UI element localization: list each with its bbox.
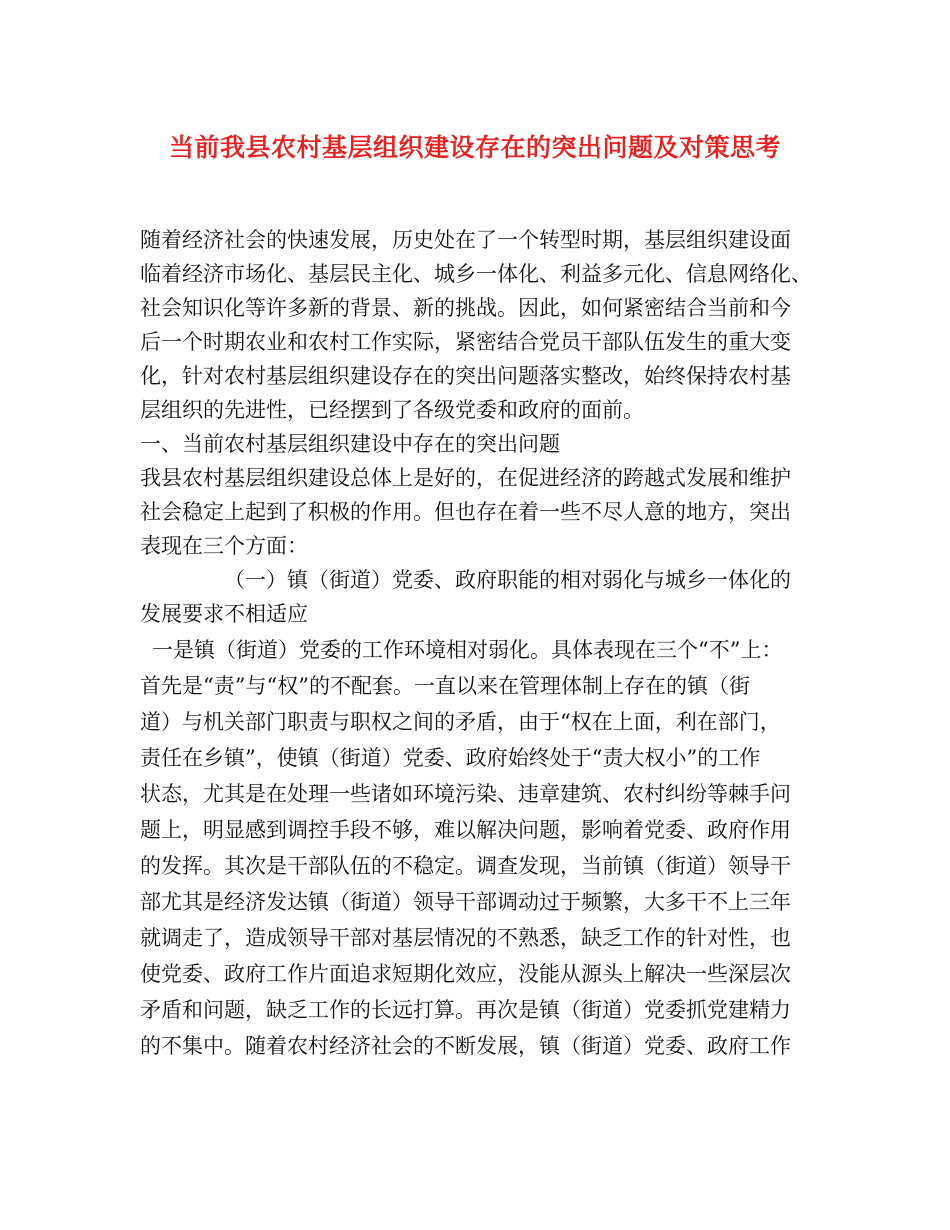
body-line: 临着经济市场化、基层民主化、城乡一体化、利益多元化、信息网络化、 (140, 262, 812, 286)
body-line: 社会稳定上起到了积极的作用。但也存在着一些不尽人意的地方，突出 (140, 500, 791, 524)
body-line: 的不集中。随着农村经济社会的不断发展，镇（街道）党委、政府工作 (140, 1034, 791, 1058)
body-line: 就调走了，造成领导干部对基层情况的不熟悉，缺乏工作的针对性，也 (140, 926, 791, 950)
body-line: 矛盾和问题，缺乏工作的长远打算。再次是镇（街道）党委抓党建精力 (140, 998, 791, 1022)
section-heading: 一、当前农村基层组织建设中存在的突出问题 (140, 432, 560, 456)
body-line: 表现在三个方面： (140, 534, 308, 558)
body-line: 部尤其是经济发达镇（街道）领导干部调动过于频繁，大多干不上三年 (140, 890, 791, 914)
body-line: 首先是“责”与“权”的不配套。一直以来在管理体制上存在的镇（街 (140, 674, 750, 698)
body-line: 状态，尤其是在处理一些诸如环境污染、违章建筑、农村纠纷等棘手问 (140, 782, 791, 806)
body-line: 我县农村基层组织建设总体上是好的，在促进经济的跨越式发展和维护 (140, 466, 791, 490)
body-line: 的发挥。其次是干部队伍的不稳定。调查发现，当前镇（街道）领导干 (140, 854, 791, 878)
body-line: 责任在乡镇”，使镇（街道）党委、政府始终处于“责大权小”的工作 (140, 746, 761, 770)
body-line: 化，针对农村基层组织建设存在的突出问题落实整改，始终保持农村基 (140, 364, 791, 388)
document-title: 当前我县农村基层组织建设存在的突出问题及对策思考 (168, 133, 781, 162)
subsection-heading: （一）镇（街道）党委、政府职能的相对弱化与城乡一体化的 (224, 568, 791, 592)
body-line: 道）与机关部门职责与职权之间的矛盾，由于“权在上面，利在部门， (140, 710, 781, 734)
body-line: 社会知识化等许多新的背景、新的挑战。因此，如何紧密结合当前和今 (140, 296, 791, 320)
body-line: 随着经济社会的快速发展，历史处在了一个转型时期，基层组织建设面 (140, 228, 791, 252)
body-line: 题上，明显感到调控手段不够，难以解决问题，影响着党委、政府作用 (140, 818, 791, 842)
body-line: 后一个时期农业和农村工作实际，紧密结合党员干部队伍发生的重大变 (140, 330, 791, 354)
body-line: 使党委、政府工作片面追求短期化效应，没能从源头上解决一些深层次 (140, 962, 791, 986)
subsection-heading-continued: 发展要求不相适应 (140, 602, 308, 626)
body-line: 一是镇（街道）党委的工作环境相对弱化。具体表现在三个“不”上： (152, 638, 783, 662)
body-line: 层组织的先进性，已经摆到了各级党委和政府的面前。 (140, 398, 644, 422)
